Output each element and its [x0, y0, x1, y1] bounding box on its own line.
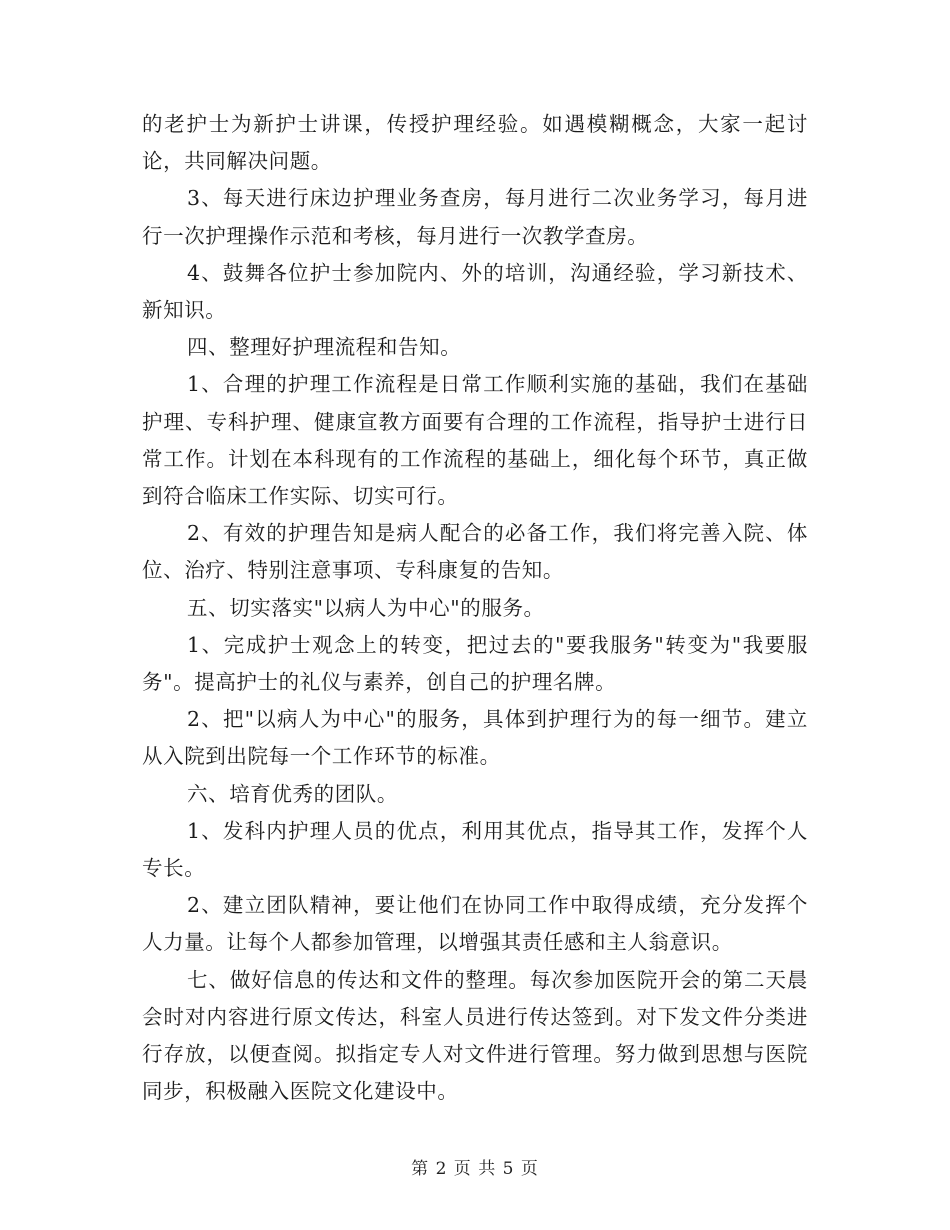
paragraph-6: 2、有效的护理告知是病人配合的必备工作，我们将完善入院、体位、治疗、特别注意事项、专科康复的告知。	[142, 521, 808, 583]
paragraph-5: 1、合理的护理工作流程是日常工作顺利实施的基础，我们在基础护理、专科护理、健康宣教方面要有合理的工作流程，指导护士进行日常工作。计划在本科现有的工作流程的基础上，细化每个环节，真正做到符合临床工作实际、切实可行。	[142, 372, 808, 509]
section-heading-4: 四、整理好护理流程和告知。	[187, 335, 462, 360]
section-heading-5: 五、切实落实"以病人为中心"的服务。	[187, 595, 545, 620]
paragraph-11: 1、发科内护理人员的优点，利用其优点，指导其工作，发挥个人专长。	[142, 818, 808, 881]
section-heading-7: 七、做好信息的传达和文件的整理。每次参加医院开会的第二天晨会时对内容进行原文传达，科室人员进行传达签到。对下发文件分类进行存放，以便查阅。拟指定专人对文件进行管理。努力做到思想与医院同步，积极融入医院文化建设中。	[142, 967, 808, 1104]
section-heading-6: 六、培育优秀的团队。	[187, 781, 398, 806]
document-body	[142, 106, 808, 1110]
page-number-label: 第 2 页 共 5 页	[411, 1159, 539, 1179]
paragraph-1: 的老护士为新护士讲课，传授护理经验。如遇模糊概念，大家一起讨论，共同解决问题。	[142, 112, 808, 174]
page-footer	[0, 1154, 950, 1179]
paragraph-12: 2、建立团队精神，要让他们在协同工作中取得成绩，充分发挥个人力量。让每个人都参加管理，以增强其责任感和主人翁意识。	[142, 893, 808, 955]
paragraph-2: 3、每天进行床边护理业务查房，每月进行二次业务学习，每月进行一次护理操作示范和考核，每月进行一次教学查房。	[142, 186, 808, 248]
paragraph-8: 1、完成护士观念上的转变，把过去的"要我服务"转变为"我要服务"。提高护士的礼仪与素养，创自己的护理名牌。	[142, 632, 808, 695]
paragraph-9: 2、把"以病人为中心"的服务，具体到护理行为的每一细节。建立从入院到出院每一个工作环节的标准。	[142, 707, 808, 769]
paragraph-3: 4、鼓舞各位护士参加院内、外的培训，沟通经验，学习新技术、新知识。	[142, 260, 808, 323]
